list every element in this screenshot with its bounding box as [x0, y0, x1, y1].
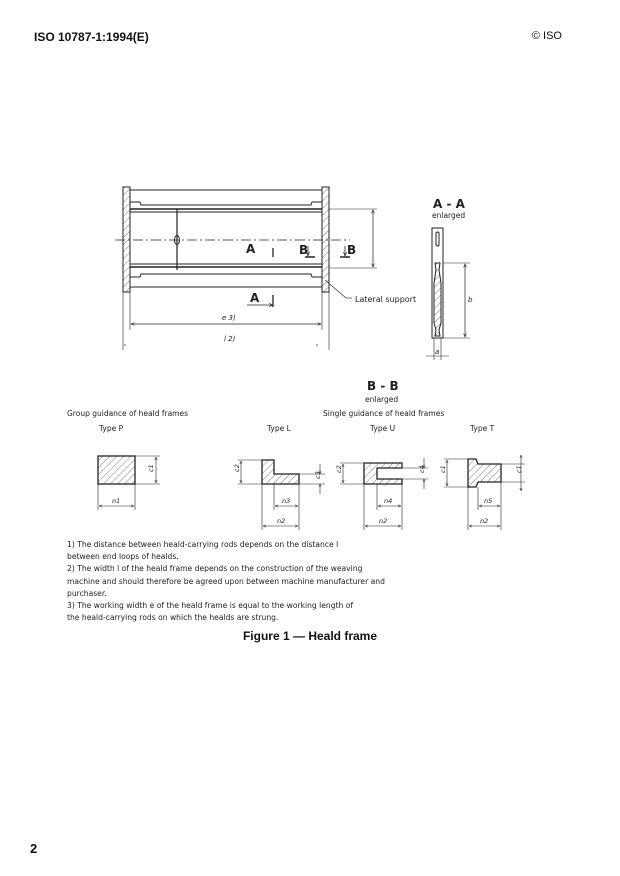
dim-c3-l: c3: [314, 471, 322, 479]
dim-c2-l: c2: [233, 464, 241, 472]
dim-c1-p: c1: [147, 464, 155, 472]
type-p-label: Type P: [99, 424, 124, 433]
dim-n1: n1: [112, 497, 121, 505]
type-t-label: Type T: [470, 424, 495, 433]
dim-a-label: a: [435, 348, 440, 356]
dim-n2-t: n2: [480, 517, 489, 525]
section-bb-profiles: [98, 455, 525, 530]
dim-c4-u: c4: [418, 465, 426, 473]
footnote-line: the heald-carrying rods on which the healds are strung.: [67, 613, 279, 623]
section-b-label-left: B: [299, 243, 309, 257]
dim-n4: n4: [384, 497, 393, 505]
dim-n3: n3: [282, 497, 291, 505]
dim-e-label: e 3): [222, 314, 236, 322]
type-l-label: Type L: [267, 424, 291, 433]
dim-c1-t2: c1: [515, 465, 523, 473]
section-a-label-top: A: [246, 242, 256, 256]
dim-n2-u: n2: [379, 517, 388, 525]
type-u-label: Type U: [370, 424, 396, 433]
lateral-support-label: Lateral support: [355, 295, 417, 304]
section-aa-title: A - A: [433, 197, 465, 211]
figure-caption: Figure 1 — Heald frame: [242, 629, 378, 643]
standard-number: ISO 10787-1:1994(E): [34, 30, 149, 44]
footnotes: [67, 539, 407, 624]
page-number: 2: [30, 841, 38, 856]
footnote-line: between end loops of healds.: [67, 552, 179, 562]
section-b-label-right: B: [347, 243, 357, 257]
section-aa-subtitle: enlarged: [432, 211, 466, 220]
footnote-line: machine and should therefore be agreed upon between machine manufacturer and: [67, 576, 385, 586]
section-aa-view: [426, 228, 470, 360]
single-guidance-heading: Single guidance of heald frames: [323, 409, 445, 418]
dim-n2-l: n2: [277, 517, 286, 525]
copyright: © ISO: [531, 30, 562, 42]
dim-b-label: b: [468, 296, 473, 304]
dim-c1-t: c1: [439, 465, 447, 473]
section-a-label-bottom: A: [250, 291, 260, 305]
dim-c2-u: c2: [335, 465, 343, 473]
footnote-line: 2) The width l of the heald frame depends on the construction of the weaving: [67, 564, 363, 574]
footnote-line: 1) The distance between heald-carrying rods depends on the distance l: [67, 540, 339, 549]
section-bb-title: B - B: [367, 379, 399, 393]
dim-l-label: l 2): [224, 335, 236, 343]
footnote-line: purchaser.: [67, 588, 107, 598]
heald-frame-view: [115, 187, 377, 350]
section-bb-subtitle: enlarged: [365, 395, 399, 404]
group-guidance-heading: Group guidance of heald frames: [67, 409, 188, 418]
dim-n5: n5: [484, 497, 493, 505]
footnote-line: 3) The working width e of the heald frame is equal to the working length of: [67, 601, 354, 611]
